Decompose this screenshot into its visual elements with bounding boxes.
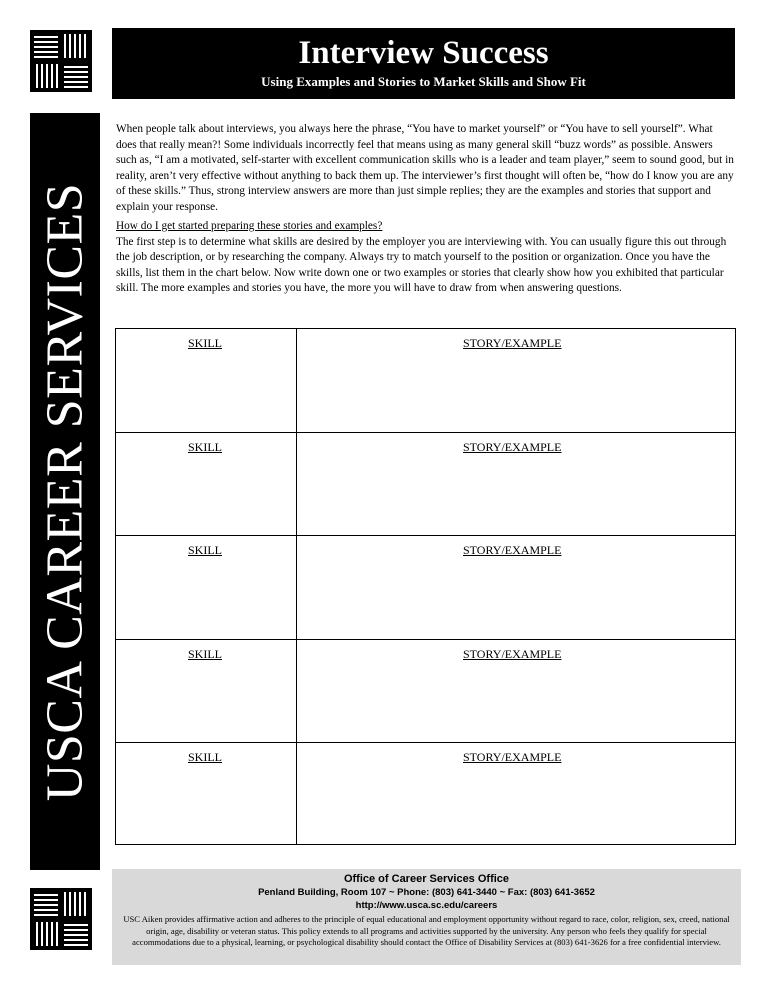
skill-label: SKILL [188, 750, 222, 764]
footer-address: Penland Building, Room 107 ~ Phone: (803) 641-3440 ~ Fax: (803) 641-3652 [258, 887, 595, 898]
column-divider [296, 329, 297, 432]
footer-url: http://www.usca.sc.edu/careers [355, 900, 498, 911]
story-label: STORY/EXAMPLE [463, 543, 562, 557]
table-row [116, 329, 735, 432]
column-divider [296, 743, 297, 845]
preparation-section [116, 219, 734, 297]
story-label: STORY/EXAMPLE [463, 440, 562, 454]
section-question: How do I get started preparing these stories and examples? [116, 220, 383, 232]
table-row [116, 535, 735, 640]
page-header [112, 28, 735, 99]
usca-logo-top [30, 30, 92, 92]
side-band [30, 113, 100, 870]
usca-logo-bottom [30, 888, 92, 950]
table-row [116, 742, 735, 845]
story-label: STORY/EXAMPLE [463, 336, 562, 350]
story-label: STORY/EXAMPLE [463, 647, 562, 661]
skill-label: SKILL [188, 440, 222, 454]
column-divider [296, 433, 297, 536]
column-divider [296, 640, 297, 743]
table-row [116, 639, 735, 743]
skill-label: SKILL [188, 543, 222, 557]
column-divider [296, 536, 297, 640]
footer-policy: USC Aiken provides affirmative action and adheres to the principle of equal educational and employment opportunity without regard to race, color, religion, sex, creed, national origin, age, disability or veteran status. This policy extends to all programs and activities supported by the university. Any person who feels they qualify for special accommodations due to a physical, learning, or psychological disability should contact the Office of Disability Services at (803) 641-3626 for a free confidential interview. [123, 914, 730, 947]
side-band-text: USCA CAREER SERVICES [36, 182, 94, 801]
table-row [116, 432, 735, 536]
skill-label: SKILL [188, 336, 222, 350]
skill-label: SKILL [188, 647, 222, 661]
page-title: Interview Success [298, 35, 549, 71]
skills-table [115, 328, 736, 845]
intro-paragraph: When people talk about interviews, you always here the phrase, “You have to market yourself” or “You have to sell yourself”. What does that really mean?! Some individuals incorrectly feel that means using as many general skill “buzz words” as possible. Answers such as, “I am a motivated, self-starter with excellent communication skills who is a leader and team player,” seem to sound good, but in reality, aren’t very effective without anything to back them up. The interviewer’s first thought will often be, “how do I know you are any of these skills.” Thus, strong interview answers are more than just simple replies; they are the examples and stories that support and explain your response. [116, 123, 734, 213]
footer-office-name: Office of Career Services Office [343, 873, 510, 885]
footer [112, 869, 741, 965]
story-label: STORY/EXAMPLE [463, 750, 562, 764]
page-subtitle: Using Examples and Stories to Market Skills and Show Fit [261, 74, 586, 89]
section-paragraph: The first step is to determine what skills are desired by the employer you are interviewing with. You can usually figure this out through the job description, or by researching the company. Always try to match yourself to the position or organization. Once you have the skills, list them in the chart below. Now write down one or two examples or stories that clearly show how you exhibited that particular skill. The more examples and stories you have, the more you will have to draw from when answering questions. [116, 235, 727, 295]
